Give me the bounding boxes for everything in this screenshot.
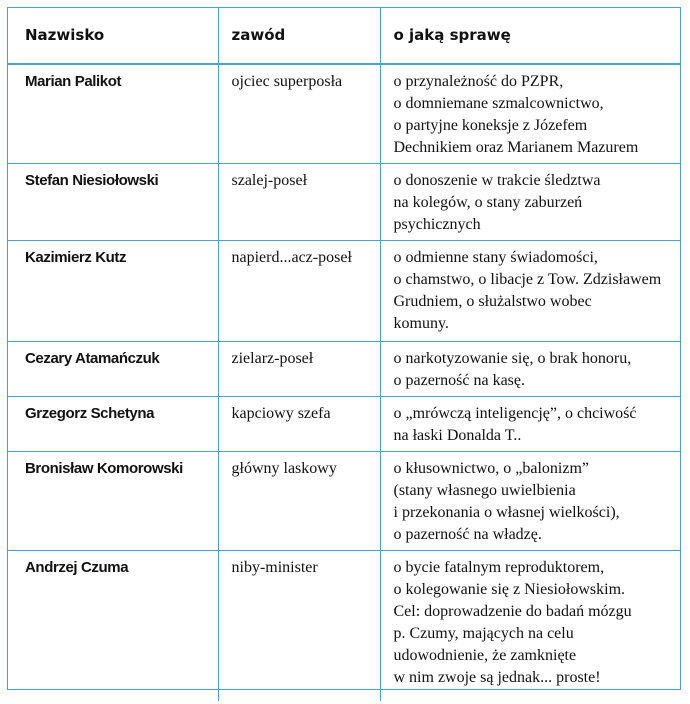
matter-line: (stany własnego uwielbienia: [393, 482, 576, 499]
table-row: [7, 342, 681, 397]
matter-line: o kolegowanie się z Niesiołowskim.: [393, 581, 626, 598]
matter-line: Dechnikiem oraz Marianem Mazurem: [393, 139, 639, 156]
matter-line: o pazerność na kasę.: [393, 372, 525, 389]
matter-line: o domniemane szmalcownictwo,: [393, 95, 604, 112]
job-cell: ojciec superposła: [218, 64, 380, 164]
matter-line: o odmienne stany świadomości,: [393, 249, 598, 266]
data-table: [7, 7, 681, 701]
matter-line: o „mrówczą inteligencję”, o chciwość: [393, 405, 637, 422]
job-cell: zielarz-poseł: [218, 342, 380, 397]
job-cell: szalej-poseł: [218, 164, 380, 241]
name-cell: Grzegorz Schetyna: [7, 397, 218, 452]
matter-line: o pazerność na władzę.: [393, 526, 542, 543]
job-cell: napierd...acz-poseł: [218, 241, 380, 342]
name-cell: Kazimierz Kutz: [7, 241, 218, 342]
matter-line: komuny.: [393, 315, 449, 332]
matter-line: na kolegów, o stany zaburzeń: [393, 194, 583, 211]
name-cell: Andrzej Czuma: [25, 559, 129, 576]
matter-cell: [380, 64, 681, 164]
table-row: [7, 397, 681, 452]
matter-line: o narkotyzowanie się, o brak honoru,: [393, 350, 632, 367]
matter-line: psychicznych: [393, 216, 481, 233]
header-nazwisko: Nazwisko: [7, 7, 218, 64]
matter-line: p. Czumy, mających na celu: [393, 625, 574, 642]
table-row: [7, 64, 681, 164]
name-cell: Bronisław Komorowski: [7, 452, 218, 551]
table-row: [7, 241, 681, 342]
job-cell: główny laskowy: [218, 452, 380, 551]
matter-line: o donoszenie w trakcie śledztwa: [393, 172, 601, 189]
table-row: [7, 551, 681, 701]
job-cell: kapciowy szefa: [218, 397, 380, 452]
matter-line: Cel: doprowadzenie do badań mózgu: [393, 603, 632, 620]
matter-line: o chamstwo, o libacje z Tow. Zdzisławem: [393, 271, 662, 288]
job-cell: niby-minister: [218, 551, 380, 701]
matter-cell: [380, 241, 681, 342]
table-row: [7, 164, 681, 241]
header-o-jaka-sprawe: o jaką sprawę: [380, 7, 681, 64]
matter-line: na łaski Donalda T..: [393, 427, 522, 444]
matter-line: o bycie fatalnym reproduktorem,: [393, 559, 605, 576]
matter-line: o przynależność do PZPR,: [393, 73, 564, 90]
name-cell: Marian Palikot: [7, 64, 218, 164]
matter-cell: [380, 397, 681, 452]
header-row: [7, 7, 681, 64]
table-row: [7, 452, 681, 551]
matter-cell: [380, 342, 681, 397]
matter-line: o partyjne koneksje z Józefem: [393, 117, 588, 134]
matter-line: o kłusownictwo, o „balonizm”: [393, 460, 590, 477]
matter-line: i przekonania o własnej wielkości),: [393, 504, 620, 521]
matter-line: w nim zwoje są jednak... proste!: [393, 669, 601, 686]
header-zawod: zawód: [218, 7, 380, 64]
name-cell: Stefan Niesiołowski: [7, 164, 218, 241]
matter-cell: [380, 452, 681, 551]
matter-cell: [380, 551, 681, 701]
matter-line: udowodnienie, że zamknięte: [393, 647, 577, 664]
name-cell: Cezary Atamańczuk: [7, 342, 218, 397]
matter-line: Grudniem, o służalstwo wobec: [393, 293, 592, 310]
matter-cell: [380, 164, 681, 241]
